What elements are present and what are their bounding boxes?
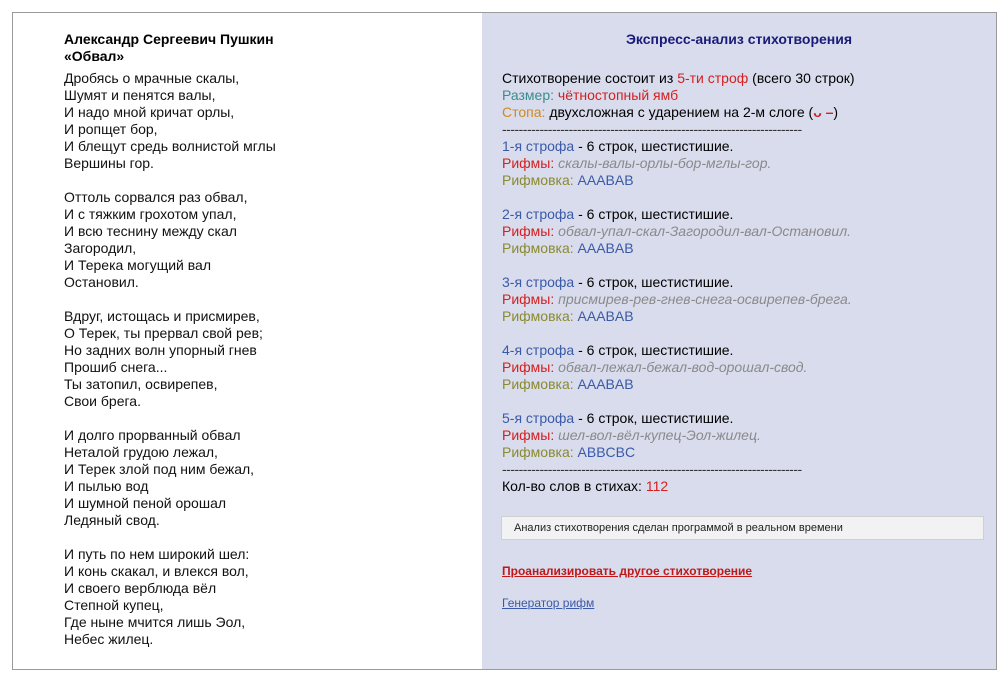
poem-line: Шумят и пенятся валы,: [64, 87, 216, 103]
stanza-desc: - 6 строк, шестистишие.: [578, 342, 734, 358]
poem-line: И надо мной кричат орлы,: [64, 104, 235, 120]
poem-line: Ты затопил, освирепев,: [64, 376, 218, 392]
stanza-name: 4-я строфа: [502, 342, 575, 358]
poem-line: Вершины гор.: [64, 155, 154, 171]
stanza-analysis-3: [502, 274, 855, 325]
rhymes-label: Рифмы:: [502, 223, 555, 239]
analysis-title: Экспресс-анализ стихотворения: [625, 31, 853, 47]
scheme-label: Рифмовка:: [502, 444, 574, 460]
rhymes-label: Рифмы:: [502, 291, 555, 307]
stanza-name: 5-я строфа: [502, 410, 575, 426]
poem-line: И Терек злой под ним бежал,: [64, 461, 255, 477]
stanza-analysis-1: [502, 138, 855, 189]
poem-header: [64, 31, 274, 65]
poem-line: О Терек, ты прервал свой рев;: [64, 325, 263, 341]
poem-stanza-5: [64, 546, 276, 648]
poem-line: Степной купец,: [64, 597, 164, 613]
scheme-value: AAABAB: [577, 308, 634, 324]
rhymes-label: Рифмы:: [502, 427, 555, 443]
poem-line: Свои брега.: [64, 393, 141, 409]
scheme-value: AAABAB: [577, 172, 634, 188]
stanza-name: 1-я строфа: [502, 138, 575, 154]
poem-line: И конь скакал, и влекся вол,: [64, 563, 249, 579]
scheme-value: AAABAB: [577, 240, 634, 256]
meter-row: [502, 87, 855, 104]
poem-line: И своего верблюда вёл: [64, 580, 217, 596]
scheme-label: Рифмовка:: [502, 240, 574, 256]
poem-line: И пылью вод: [64, 478, 149, 494]
foot-row: [502, 104, 855, 121]
poem-line: Вдруг, истощась и присмирев,: [64, 308, 260, 324]
scheme-label: Рифмовка:: [502, 376, 574, 392]
poem-panel: [13, 13, 482, 669]
scheme-label: Рифмовка:: [502, 172, 574, 188]
word-count-row: [502, 478, 855, 495]
poem-title: «Обвал»: [64, 48, 125, 64]
poem-line: Загородил,: [64, 240, 137, 256]
stanza-name: 2-я строфа: [502, 206, 575, 222]
poem-line: И путь по нем широкий шел:: [64, 546, 250, 562]
rhymes-label: Рифмы:: [502, 359, 555, 375]
poem-line: Дробясь о мрачные скалы,: [64, 70, 240, 86]
poem-line: Остановил.: [64, 274, 139, 290]
stanza-desc: - 6 строк, шестистишие.: [578, 274, 734, 290]
rhymes-value: присмирев-рев-гнев-снега-освирепев-брега.: [558, 291, 852, 307]
stanza-analysis-5: [502, 410, 855, 461]
stanza-desc: - 6 строк, шестистишие.: [578, 410, 734, 426]
poem-line: И Терека могущий вал: [64, 257, 211, 273]
poem-line: Оттоль сорвался раз обвал,: [64, 189, 248, 205]
stanza-desc: - 6 строк, шестистишие.: [578, 206, 734, 222]
poem-line: Прошиб снега...: [64, 359, 168, 375]
scheme-value: AAABAB: [577, 376, 634, 392]
poem-stanza-1: [64, 70, 276, 172]
summary-count: 5-ти строф: [677, 70, 749, 86]
word-count-label: Кол-во слов в стихах:: [502, 478, 642, 494]
separator: ------------------------------------------------------------------------: [502, 461, 802, 477]
poem-author: Александр Сергеевич Пушкин: [64, 31, 274, 47]
stanza-desc: - 6 строк, шестистишие.: [578, 138, 734, 154]
rhymes-value: скалы-валы-орлы-бор-мглы-гор.: [558, 155, 772, 171]
rhymes-value: обвал-упал-скал-Загородил-вал-Остановил.: [558, 223, 851, 239]
scheme-label: Рифмовка:: [502, 308, 574, 324]
rhymes-value: шел-вол-вёл-купец-Эол-жилец.: [558, 427, 761, 443]
poem-line: И шумной пеной орошал: [64, 495, 227, 511]
poem-line: И долго прорванный обвал: [64, 427, 241, 443]
poem-line: И ропщет бор,: [64, 121, 158, 137]
analyze-another-link[interactable]: Проанализировать другое стихотворение: [502, 564, 753, 578]
meter-value: чётностопный ямб: [557, 87, 679, 103]
foot-close: ): [833, 104, 839, 120]
poem-line: Небес жилец.: [64, 631, 154, 647]
foot-label: Стопа:: [502, 104, 546, 120]
poem-stanza-4: [64, 427, 276, 529]
rhymes-label: Рифмы:: [502, 155, 555, 171]
summary-suffix: (всего 30 строк): [752, 70, 855, 86]
poem-line: И всю теснину между скал: [64, 223, 237, 239]
poem-text: [64, 70, 276, 665]
poem-line: Но задних волн упорный гнев: [64, 342, 257, 358]
analysis-note: Анализ стихотворения сделан программой в реальном времени: [501, 516, 984, 540]
stanza-name: 3-я строфа: [502, 274, 575, 290]
scheme-value: ABBCBC: [577, 444, 636, 460]
stanza-analysis-4: [502, 342, 855, 393]
word-count-value: 112: [645, 478, 669, 494]
stress-pattern: ᴗ –: [813, 104, 834, 120]
poem-line: Где ныне мчится лишь Эол,: [64, 614, 246, 630]
poem-stanza-2: [64, 189, 276, 291]
separator: ------------------------------------------------------------------------: [502, 121, 802, 137]
rhyme-generator-link[interactable]: Генератор рифм: [502, 596, 595, 610]
analysis-body: [502, 70, 855, 495]
poem-stanza-3: [64, 308, 276, 410]
poem-line: Ледяный свод.: [64, 512, 160, 528]
content-frame: [12, 12, 997, 670]
summary-row: [502, 70, 855, 87]
summary-prefix: Стихотворение состоит из: [502, 70, 674, 86]
poem-line: И с тяжким грохотом упал,: [64, 206, 237, 222]
poem-line: Неталой грудою лежал,: [64, 444, 218, 460]
rhymes-value: обвал-лежал-бежал-вод-орошал-свод.: [558, 359, 808, 375]
foot-value: двухсложная с ударением на 2-м слоге (: [549, 104, 814, 120]
meter-label: Размер:: [502, 87, 555, 103]
poem-line: И блещут средь волнистой мглы: [64, 138, 276, 154]
stanza-analysis-2: [502, 206, 855, 257]
analysis-panel: [482, 13, 996, 669]
